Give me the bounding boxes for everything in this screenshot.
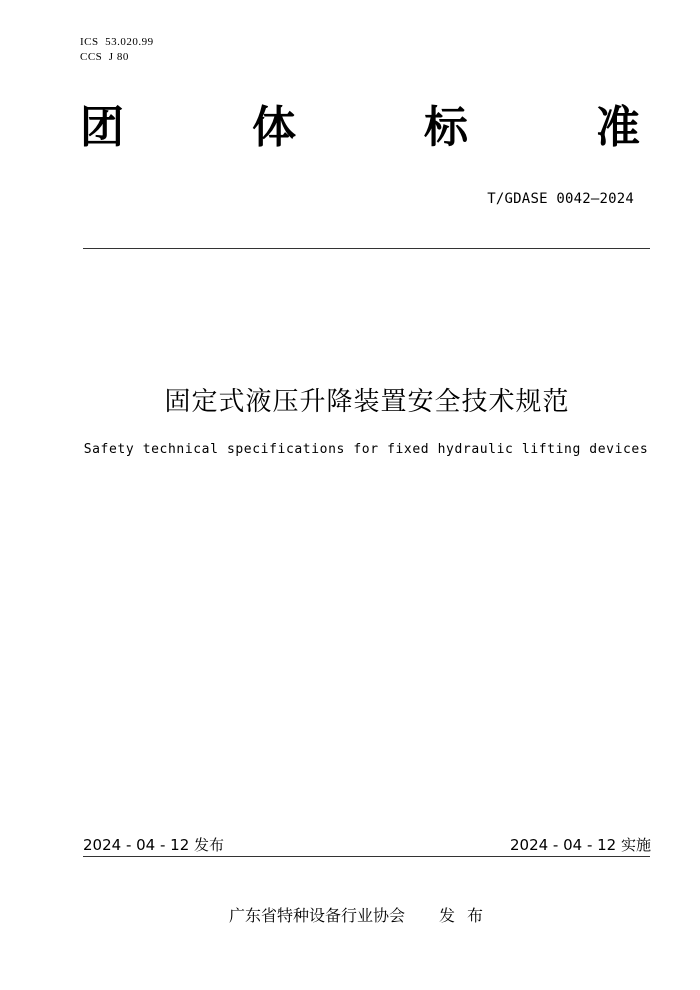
standard-number: T/GDASE 0042—2024 (487, 191, 634, 207)
ics-code: ICS 53.020.99 (80, 36, 154, 48)
implement-date: 2024 - 04 - 12 实施 (509, 836, 651, 854)
document-title-chinese: 固定式液压升降装置安全技术规范 (164, 387, 570, 417)
standard-type-char-3: 标 (424, 102, 468, 153)
standard-type-heading (80, 98, 645, 158)
document-title-english: Safety technical specifications for fixed hydraulic lifting devices (83, 442, 649, 457)
classification-codes (80, 35, 154, 65)
publisher-line (229, 903, 495, 926)
top-divider (83, 248, 650, 249)
publisher-name: 广东省特种设备行业协会 (229, 906, 406, 925)
ccs-code: CCS J 80 (80, 51, 129, 63)
bottom-divider (83, 856, 650, 857)
standard-type-char-1: 团 (80, 102, 124, 153)
publisher-action: 发布 (439, 906, 496, 925)
standard-type-char-4: 准 (596, 102, 640, 153)
standard-type-char-2: 体 (252, 102, 296, 153)
publish-date: 2024 - 04 - 12 发布 (83, 836, 225, 854)
